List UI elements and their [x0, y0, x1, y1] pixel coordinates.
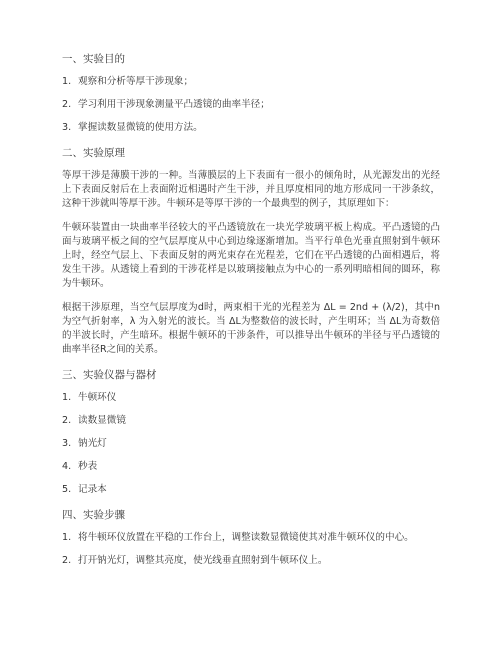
- item-text: 记录本: [78, 484, 107, 496]
- list-item: [62, 554, 440, 568]
- list-item: [62, 437, 440, 451]
- item-number: 2.: [62, 555, 72, 567]
- item-number: 3.: [62, 122, 72, 133]
- section-title-equipment: 三、实验仪器与器材: [62, 369, 157, 382]
- section-title-purpose: 一、实验目的: [62, 53, 125, 65]
- list-item: [62, 483, 440, 497]
- item-number: 1.: [62, 76, 72, 87]
- list-item: [62, 531, 440, 545]
- item-text: 掌握读数显微镜的使用方法。: [78, 122, 203, 133]
- list-item: [62, 460, 440, 474]
- item-text: 牛顿环仪: [78, 392, 117, 404]
- paragraph: 牛顿环装置由一块曲率半径较大的平凸透镜放在一块光学玻璃平板上构成。平凸透镜的凸面与玻璃平板之间的空气层厚度从中心到边缘逐渐增加。当平行单色光垂直照射到牛顿环上时，经空气层上、下表面反射的两光束存在光程差，它们在平凸透镜的凸面相遇后，将发生干涉。从透镜上看到的干涉花样是以玻璃接触点为中心的一系列明暗相间的圆环，称为牛顿环。: [62, 221, 440, 290]
- item-text: 学习利用干涉现象测量平凸透镜的曲率半径；: [78, 99, 270, 110]
- item-number: 2.: [62, 99, 72, 110]
- item-text: 钠光灯: [78, 438, 107, 450]
- list-item: [62, 414, 440, 428]
- item-text: 秒表: [78, 461, 98, 473]
- item-text: 读数显微镜: [78, 415, 126, 427]
- paragraph: 根据干涉原理，当空气层厚度为d时，两束相干光的光程差为 ΔL = 2nd + (λ/2)，其中n为空气折射率，λ 为入射光的波长。当 ΔL为整数倍的波长时，产生明环；当 ΔL为奇数倍的半波长时，产生暗环。根据牛顿环的干涉条件，可以推导出牛顿环的半径与平凸透镜的曲率半径R之间的关系。: [62, 301, 440, 356]
- list-item: [62, 98, 440, 112]
- paragraph: 等厚干涉是薄膜干涉的一种。当薄膜层的上下表面有一很小的倾角时，从光源发出的光经上下表面反射后在上表面附近相遇时产生干涉，并且厚度相同的地方形成同一干涉条纹，这种干涉就叫等厚干涉。牛顿环是等厚干涉的一个最典型的例子，其原理如下：: [62, 170, 440, 210]
- item-text: 观察和分析等厚干涉现象；: [78, 76, 194, 87]
- item-number: 2.: [62, 415, 72, 427]
- item-number: 1.: [62, 532, 72, 544]
- item-number: 4.: [62, 461, 72, 473]
- list-item: [62, 121, 440, 135]
- section-title-principle: 二、实验原理: [62, 147, 125, 159]
- item-number: 5.: [62, 484, 72, 496]
- list-item: [62, 391, 440, 405]
- item-number: 3.: [62, 438, 72, 450]
- item-number: 1.: [62, 392, 72, 404]
- item-text: 将牛顿环仪放置在平稳的工作台上，调整读数显微镜使其对准牛顿环仪的中心。: [78, 532, 414, 544]
- list-item: [62, 75, 440, 89]
- item-text: 打开钠光灯，调整其亮度，使光线垂直照射到牛顿环仪上。: [78, 555, 328, 567]
- section-title-steps: 四、实验步骤: [62, 509, 125, 522]
